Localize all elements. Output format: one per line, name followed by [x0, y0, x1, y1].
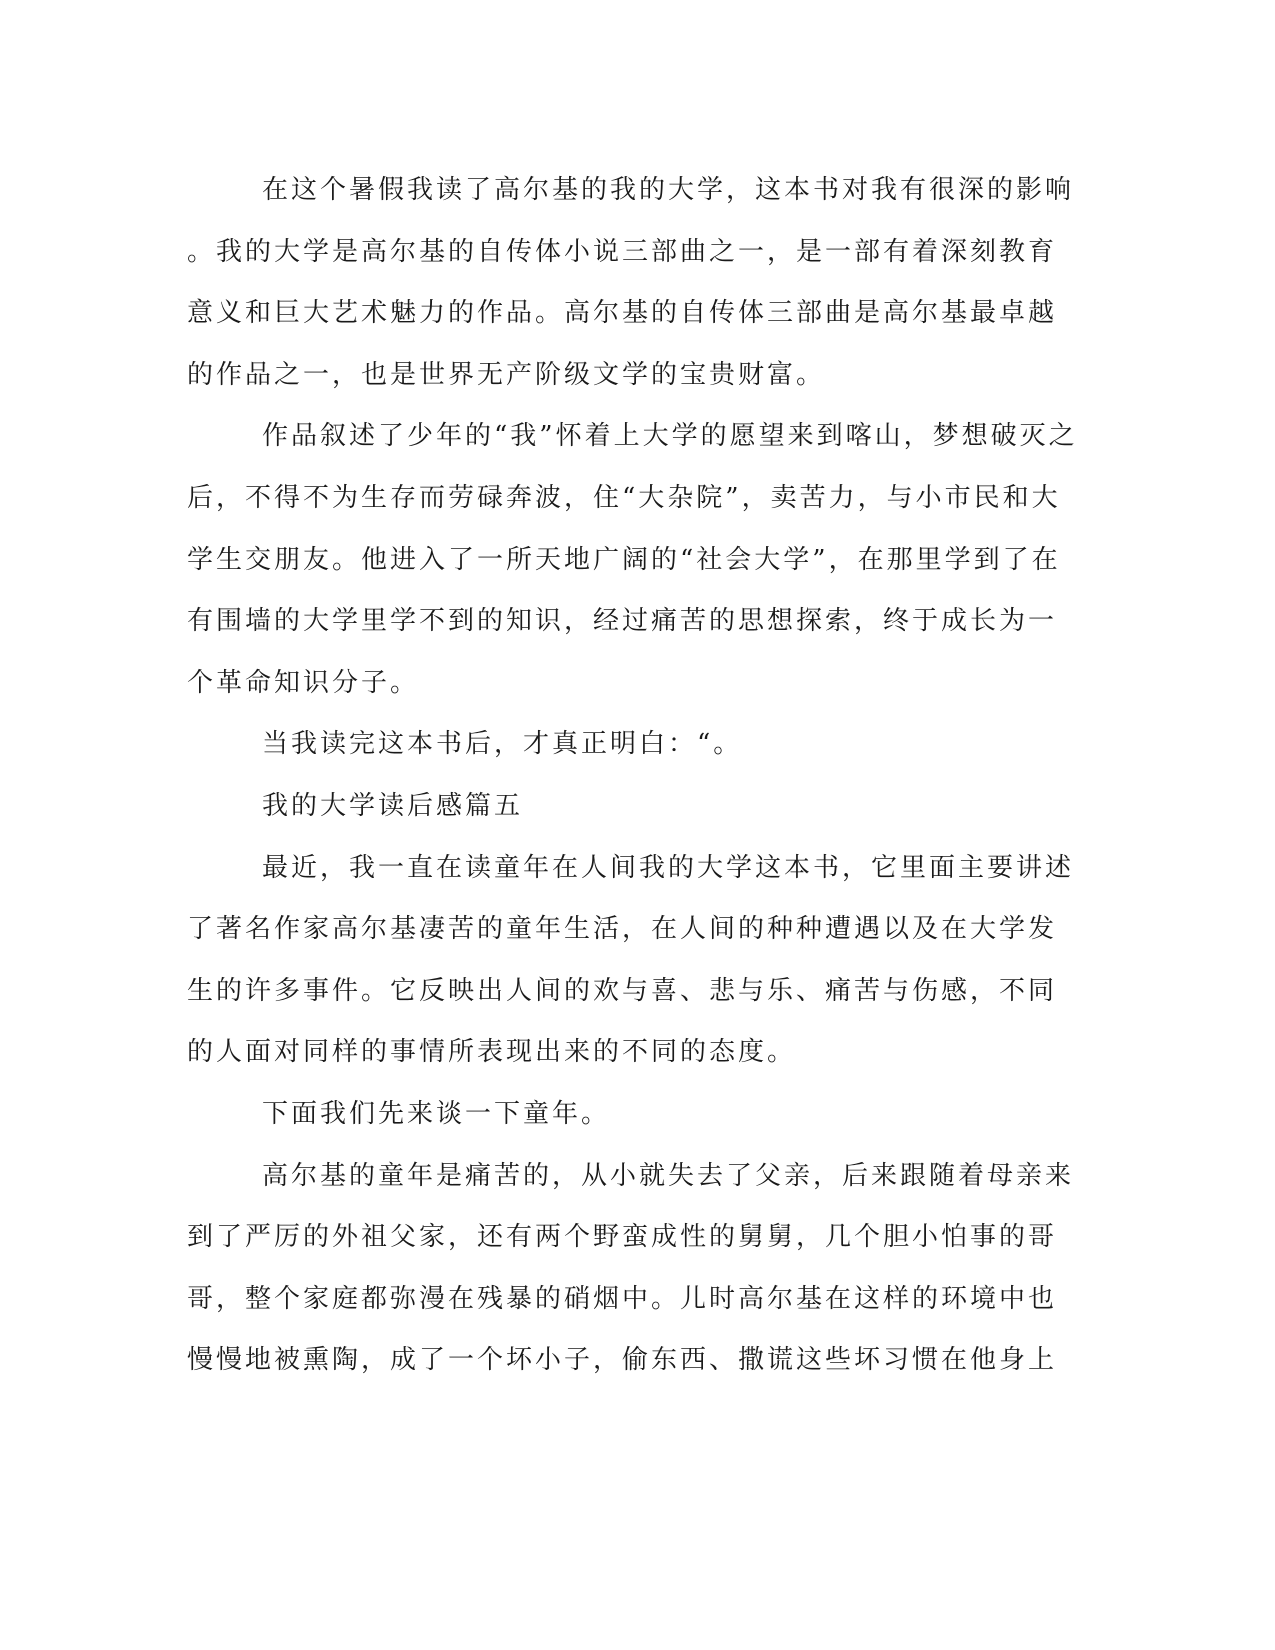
text-line: 。我的大学是高尔基的自传体小说三部曲之一，是一部有着深刻教育 [187, 236, 1058, 267]
text-line: 意义和巨大艺术魅力的作品。高尔基的自传体三部曲是高尔基最卓越 [187, 298, 1058, 329]
text-line: 当我读完这本书后，才真正明白：“。 [262, 729, 743, 760]
text-line: 下面我们先来谈一下童年。 [262, 1098, 611, 1129]
text-line: 哥，整个家庭都弥漫在残暴的硝烟中。儿时高尔基在这样的环境中也 [187, 1283, 1058, 1314]
paragraph [187, 1146, 1077, 1392]
text-line: 慢慢地被熏陶，成了一个坏小子，偷东西、撒谎这些坏习惯在他身上 [187, 1345, 1058, 1376]
paragraph [187, 160, 1077, 406]
text-line: 的人面对同样的事情所表现出来的不同的态度。 [187, 1037, 797, 1068]
paragraph [187, 406, 1077, 714]
paragraph [187, 838, 1077, 1084]
text-line: 作品叙述了少年的“我”怀着上大学的愿望来到喀山，梦想破灭之 [262, 421, 1078, 452]
text-line: 在这个暑假我读了高尔基的我的大学，这本书对我有很深的影响 [262, 175, 1075, 205]
text-line: 学生交朋友。他进入了一所天地广阔的“社会大学”，在那里学到了在 [187, 544, 1061, 575]
text-line: 生的许多事件。它反映出人间的欢与喜、悲与乐、痛苦与伤感，不同 [187, 975, 1058, 1006]
document-body [187, 160, 1077, 1392]
text-line: 最近，我一直在读童年在人间我的大学这本书，它里面主要讲述 [262, 852, 1075, 883]
text-line: 个革命知识分子。 [187, 667, 420, 698]
text-line: 后，不得不为生存而劳碌奔波，住“大杂院”，卖苦力，与小市民和大 [187, 482, 1061, 513]
text-line: 有围墙的大学里学不到的知识，经过痛苦的思想探索，终于成长为一 [187, 606, 1058, 637]
paragraph [187, 1084, 1077, 1146]
section-heading [187, 776, 1077, 838]
text-line: 到了严厉的外祖父家，还有两个野蛮成性的舅舅，几个胆小怕事的哥 [187, 1222, 1058, 1253]
text-line: 的作品之一，也是世界无产阶级文学的宝贵财富。 [187, 359, 826, 390]
text-line: 了著名作家高尔基凄苦的童年生活，在人间的种种遭遇以及在大学发 [187, 914, 1058, 945]
paragraph [187, 714, 1077, 776]
text-line: 高尔基的童年是痛苦的，从小就失去了父亲，后来跟随着母亲来 [262, 1160, 1075, 1191]
heading-text: 我的大学读后感篇五 [262, 790, 524, 821]
